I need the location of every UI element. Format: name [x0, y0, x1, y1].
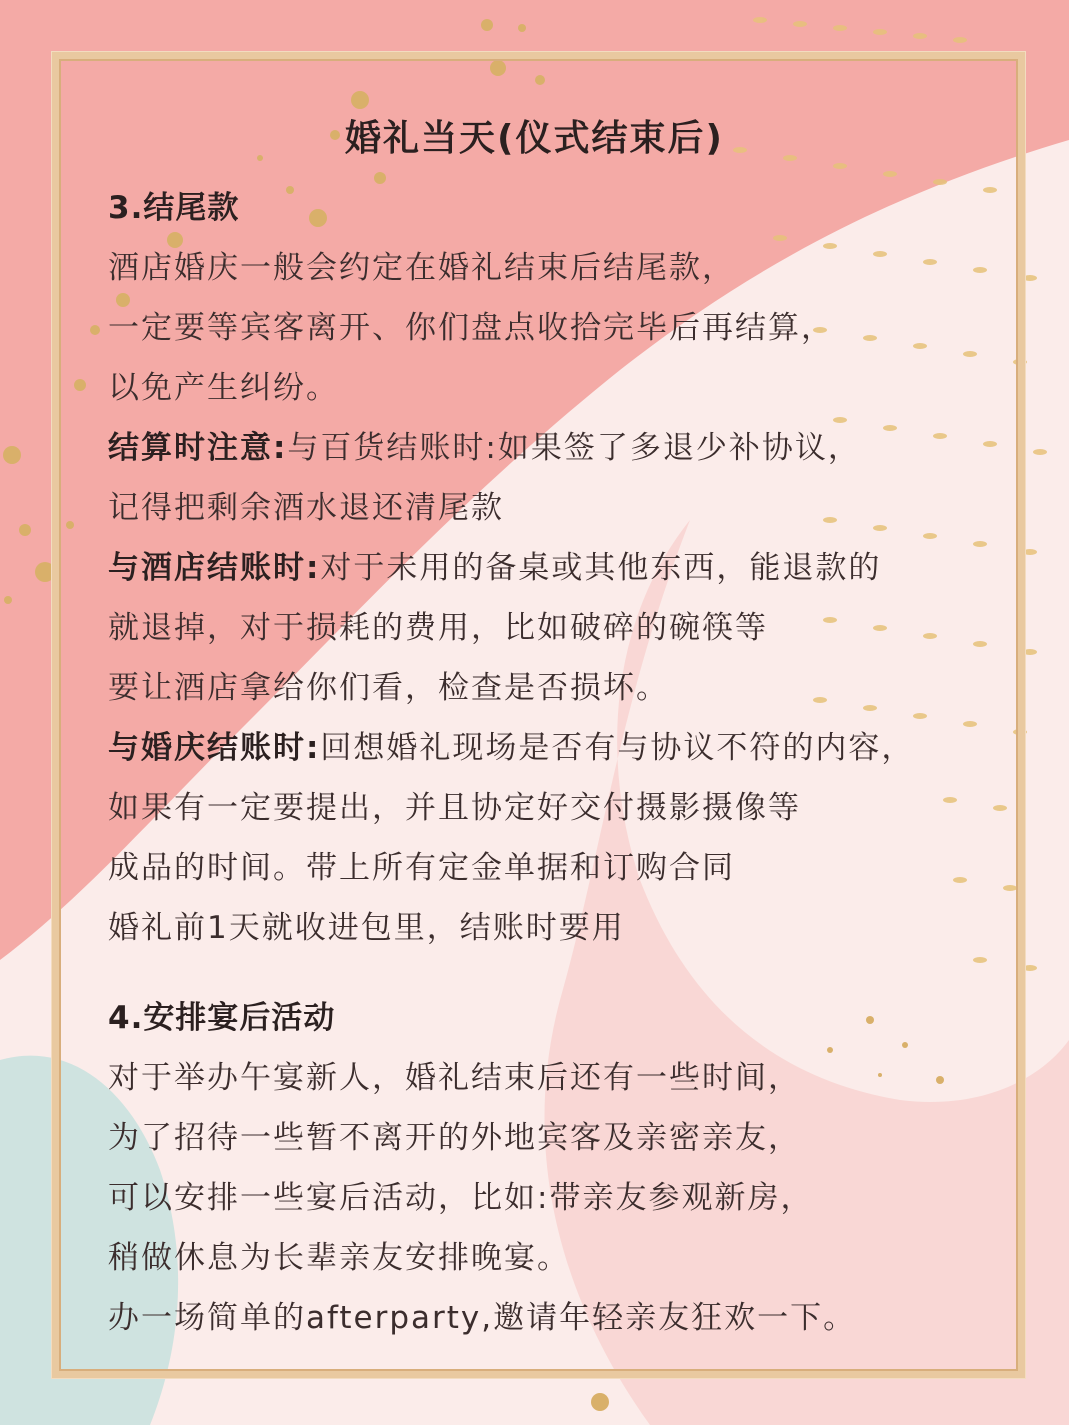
wedding-company-note [108, 728, 914, 768]
section4-line: 办一场简单的afterparty,邀请年轻亲友狂欢一下。 [108, 1300, 857, 1336]
hotel-checkout-text: 对于未用的备桌或其他东西，能退款的 [320, 550, 882, 586]
hotel-checkout-cont: 就退掉，对于损耗的费用，比如破碎的碗筷等 [108, 610, 768, 646]
wedding-company-cont: 如果有一定要提出，并且协定好交付摄影摄像等 [108, 790, 801, 826]
hotel-checkout-note [108, 548, 881, 588]
settlement-note-label: 结算时注意: [108, 430, 288, 466]
section4-line: 为了招待一些暂不离开的外地宾客及亲密亲友， [108, 1120, 801, 1156]
hotel-checkout-label: 与酒店结账时: [108, 550, 321, 586]
wedding-company-label: 与婚庆结账时: [108, 730, 321, 766]
section4-line: 稍做休息为长辈亲友安排晚宴。 [108, 1240, 570, 1276]
wedding-company-cont: 婚礼前1天就收进包里，结账时要用 [108, 910, 625, 946]
section3-line: 一定要等宾客离开、你们盘点收拾完毕后再结算， [108, 310, 834, 346]
settlement-note-cont: 记得把剩余酒水退还清尾款 [108, 490, 504, 526]
hotel-checkout-cont: 要让酒店拿给你们看，检查是否损坏。 [108, 670, 669, 706]
page-title: 婚礼当天(仪式结束后) [345, 118, 724, 159]
wedding-company-text: 回想婚礼现场是否有与协议不符的内容， [320, 730, 915, 766]
section3-line: 以免产生纠纷。 [108, 370, 339, 406]
section4-heading: 4.安排宴后活动 [108, 1000, 336, 1036]
settlement-note [108, 428, 861, 468]
settlement-note-text: 与百货结账时:如果签了多退少补协议， [287, 430, 861, 466]
section4-line: 可以安排一些宴后活动，比如:带亲友参观新房， [108, 1180, 814, 1216]
section4-line: 对于举办午宴新人，婚礼结束后还有一些时间， [108, 1060, 801, 1096]
wedding-company-cont: 成品的时间。带上所有定金单据和订购合同 [108, 850, 735, 886]
section3-line: 酒店婚庆一般会约定在婚礼结束后结尾款， [108, 250, 735, 286]
section3-heading: 3.结尾款 [108, 190, 240, 226]
